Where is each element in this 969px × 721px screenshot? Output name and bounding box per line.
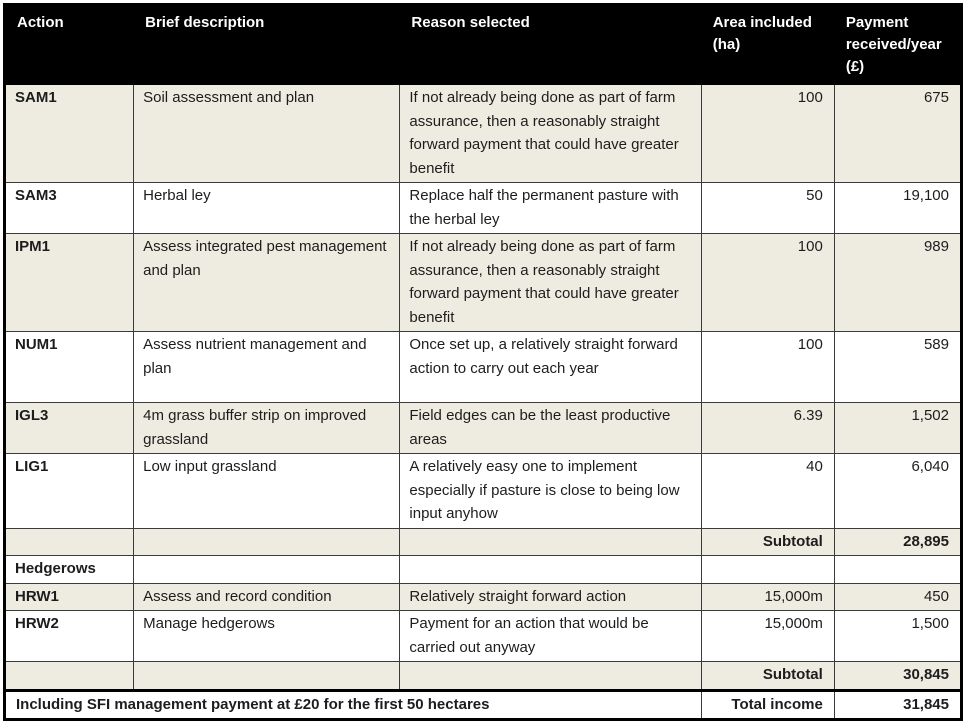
reason-cell: If not already being done as part of farm assurance, then a reasonably straight forward payment that could have greater benefit [400,234,701,332]
table-row-sam3 [5,183,962,234]
subtotal-value: 30,845 [834,662,961,691]
empty-cell [400,662,701,691]
area-cell: 15,000m [701,583,834,611]
action-cell: IPM1 [5,234,134,332]
column-header-brief-description: Brief description [134,5,400,85]
empty-cell [5,662,134,691]
action-cell: HRW2 [5,611,134,662]
brief-description-cell: 4m grass buffer strip on improved grassland [134,403,400,454]
table-row-hrw1 [5,583,962,611]
section-row-hedgerows [5,556,962,584]
section-label: Hedgerows [5,556,134,584]
column-header-area-included: Area included (ha) [701,5,834,85]
column-header-action: Action [5,5,134,85]
sfi-actions-table [3,3,963,721]
empty-cell [134,528,400,556]
total-row [5,690,962,720]
area-cell: 100 [701,234,834,332]
table-row-lig1 [5,454,962,529]
action-cell: NUM1 [5,332,134,403]
reason-cell: Replace half the permanent pasture with the herbal ley [400,183,701,234]
subtotal-label: Subtotal [701,662,834,691]
brief-description-cell: Assess integrated pest management and plan [134,234,400,332]
payment-cell: 450 [834,583,961,611]
area-cell: 40 [701,454,834,529]
table-row-num1 [5,332,962,403]
empty-cell [400,528,701,556]
empty-cell [834,556,961,584]
brief-description-cell: Low input grassland [134,454,400,529]
reason-cell: A relatively easy one to implement especially if pasture is close to being low input anyhow [400,454,701,529]
total-note: Including SFI management payment at £20 for the first 50 hectares [5,690,702,720]
empty-cell [134,662,400,691]
brief-description-cell: Assess and record condition [134,583,400,611]
reason-cell: If not already being done as part of farm assurance, then a reasonably straight forward payment that could have greater benefit [400,85,701,183]
column-header-reason-selected: Reason selected [400,5,701,85]
table-row-igl3 [5,403,962,454]
total-income-value: 31,845 [834,690,961,720]
action-cell: SAM3 [5,183,134,234]
area-cell: 100 [701,85,834,183]
area-cell: 6.39 [701,403,834,454]
payment-cell: 1,500 [834,611,961,662]
subtotal-row-hedgerows [5,662,962,691]
table-row-ipm1 [5,234,962,332]
action-cell: SAM1 [5,85,134,183]
subtotal-value: 28,895 [834,528,961,556]
reason-cell: Relatively straight forward action [400,583,701,611]
subtotal-row-grassland [5,528,962,556]
action-cell: LIG1 [5,454,134,529]
payment-cell: 989 [834,234,961,332]
payment-cell: 6,040 [834,454,961,529]
area-cell: 100 [701,332,834,403]
action-cell: IGL3 [5,403,134,454]
reason-cell: Payment for an action that would be carried out anyway [400,611,701,662]
payment-cell: 589 [834,332,961,403]
payment-cell: 675 [834,85,961,183]
area-cell: 15,000m [701,611,834,662]
reason-cell: Field edges can be the least productive areas [400,403,701,454]
empty-cell [400,556,701,584]
empty-cell [5,528,134,556]
payment-cell: 1,502 [834,403,961,454]
brief-description-cell: Herbal ley [134,183,400,234]
column-header-payment-received: Payment received/year (£) [834,5,961,85]
reason-cell: Once set up, a relatively straight forward action to carry out each year [400,332,701,403]
total-income-label: Total income [701,690,834,720]
area-cell: 50 [701,183,834,234]
action-cell: HRW1 [5,583,134,611]
brief-description-cell: Soil assessment and plan [134,85,400,183]
table-row-sam1 [5,85,962,183]
empty-cell [701,556,834,584]
empty-cell [134,556,400,584]
subtotal-label: Subtotal [701,528,834,556]
table-row-hrw2 [5,611,962,662]
header-row [5,5,962,85]
brief-description-cell: Assess nutrient management and plan [134,332,400,403]
payment-cell: 19,100 [834,183,961,234]
brief-description-cell: Manage hedgerows [134,611,400,662]
